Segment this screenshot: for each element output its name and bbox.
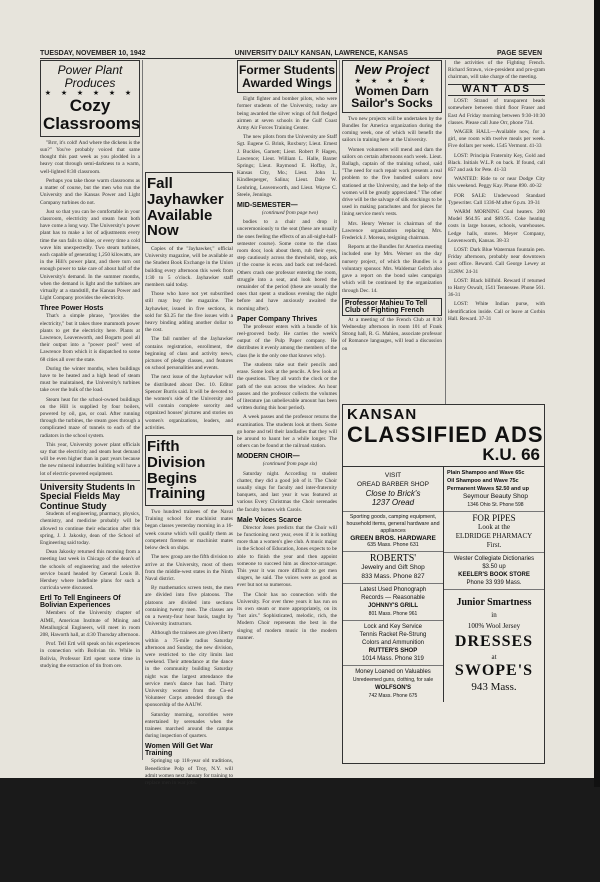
ad-line: GREEN BROS. HARDWARE [350,534,436,542]
ad-line: Look at the [478,522,510,531]
article-paragraph: During the winter months, when buildings have to be heated and a high head of steam must be maintained, the University's turbines take over the bulk of the load. [40,365,140,394]
sailor-socks-headline: Women Darn Sailor's Socks [351,83,433,111]
classified-banner [343,405,544,466]
ad-line: Lock and Key Service [363,623,423,630]
classified-phone: K.U. 66 [482,444,540,464]
power-plant-headline-box [40,60,140,137]
classified-ad [343,621,443,666]
ad-line: Permanent Waves $2.50 and up [447,485,530,492]
ad-line: 833 Mass. Phone 827 [361,572,425,580]
wings-headline: Former Students Awarded Wings [237,60,337,93]
subhead: MID-SEMESTER— [237,202,298,210]
ad-line: ELDRIDGE PHARMACY [455,531,533,540]
classified-ad [343,584,443,621]
ad-line: FOR PIPES [472,512,516,523]
ad-line: $3.50 up [482,563,506,570]
column-want-ads [448,60,545,422]
article-paragraph: Saturday morning, sororities were entertained by serenades when the trainees marched around the campus during inspection of quarters. [145,711,233,740]
page-edge-shadow [594,0,600,787]
ad-line: WOLFSON'S [374,684,412,691]
continued-note: (continued from page six) [262,461,318,468]
ad-line: 1014 Mass. Phone 319 [362,655,424,662]
subhead: Women Will Get War Training [145,743,213,758]
want-ad: WARM MORNING Coal heaters. 200 Model $64.95 and $69.95. Coke heating costs in large houses, schools, warehouses. Ledge halls, stores. Meyer Company, Leavenworth, Kansas. 38-33 [448,208,545,244]
article-paragraph: At a meeting of the French Club at 8:30 Wednesday afternoon in room 101 of Frank Strong hall, R. G. Mahieu, associate professor of Romance languages, will lead a discussion on [342,316,442,352]
ertl-headline: Ertl To Tell Engineers Of Bolivian Experiences [40,595,121,610]
classified-ad [343,552,443,584]
new-project-headline-box [342,60,442,113]
want-ad: LOST: Strand of transparent beads somewhere between third floor Fraser and East Ad Friday morning between 9:30-10:30 classes. Please call June Orr, phone 734. [448,98,545,126]
classified-ad [343,666,443,702]
want-ad: FOR SALE: Underwood Standard Typewriter. Call 1336-M after 6 p.m. 39-31 [448,192,545,206]
column-wings [237,60,337,760]
article-paragraph: The professor enters with a bundle of his reel-grooved body. He carries the week's output of the Pulp Paper company. He distributes it evenly among the members of the class (he is the only one that knows why). [237,323,337,359]
classified-ad [343,467,443,512]
header-rule [40,58,542,59]
special-fields-headline: University Students In Special Fields May Continue Study [40,481,136,511]
article-paragraph: Prof. Tell Ertl will speak on his experiences in connection with Bolivian tin. While in Bolivia, Professor Ertl spent some time in studying the extraction of tin from ore. [40,641,140,669]
ad-line: 1346 Ohio St. Phone 598 [467,501,524,508]
ad-line: Jewelry and Gift Shop [361,563,425,571]
subhead: Paper Company Thrives [237,315,318,323]
ad-line: RUTTER'S SHOP [368,647,418,654]
want-ad: WAGER HALL—Available now, for a girl, one room with twelve meals per week. Five dollars per week. 1545 Vermont. 41-33 [448,128,545,150]
power-plant-headline: Cozy Classrooms [43,96,141,134]
ad-line: 742 Mass. Phone 675 [368,692,418,699]
article-paragraph: bodies to a chair and drop it unceremoniously to the seat (these are usually the ones feeling the effects of an all-night-half-semester course). Some come to the class room door, look about them, rub their eyes, step cautiously across the threshold, stop, ask if the course is econ. and back out red-faced. Others crash one professor entering the room, struggle into a seat, and look bored the remainder of the period (these are usually the ones that spent a studious evening the night before and have anxiously awaited the morning after). [237,219,337,312]
page-header [40,50,542,57]
ad-line: at [491,652,497,661]
subhead: MODERN CHOIR— [237,453,300,461]
want-ads-heading: WANT ADS [448,84,545,97]
ad-line: JOHNNY'S GRILL [367,602,419,609]
ad-line: Records — Reasonable [361,594,425,601]
ad-line: Seymour Beauty Shop [462,492,529,500]
article-paragraph: Two new projects will be undertaken by the Bundles for America organization during the coming week, one of which will benefit the sailors in training here at the University. [342,115,442,144]
jayhawker-headline: Fall Jayhawker Available Now [145,172,233,243]
new-project-kicker: New Project [354,62,430,77]
article-paragraph: Women volunteers will mend and darn the sailors on certain afternoons each week. Lieut. Ballagh, captain of the training school, said "The need for such repair work presents a real problem to the five hundred sailors now stationed at the University, and the help of the women will be greatly appreciated." The other drive will be the salvage of silk stockings to be used in making parachutes and for pieces for lining service men's vests. [342,146,442,218]
article-paragraph: By mathematics screen tests, the men are divided into five platoons. The platoons are divided into sections containing twenty men. The classes are on a twenty-four hour basis, taught by University instructors. [145,585,233,628]
column-rule [339,60,340,420]
mahieu-headline: Professor Mahieu To Tell Club of Fighting French [342,298,442,316]
ad-line: OREAD BARBER SHOP [357,480,429,488]
column-jayhawker [145,172,233,882]
stars-divider: ★ ★ ★ ★ ★ ★ [44,89,136,98]
ad-line: Junior Smartness [456,596,532,608]
want-ad: LOST: Principia Fraternity Key, Gold and Black. Initials W.L.P. on back. If found, call 857 and ask for Pete. 41-33 [448,152,545,173]
ad-line: Wester Collegiate Dictionaries [453,555,535,562]
article-paragraph: This year, University power plant officials say that the electricity and steam heat demand will be even higher than in past years because the new mineral industries building will have a lot of electric-powered equipment. [40,441,140,477]
classified-ad [343,512,443,552]
divider [40,480,140,481]
article-paragraph: Although the trainees are given liberty within a 75-mile radius Saturday afternoon and Sunday, the new division, were restricted to the city limits last weekend. Their attendance at the dance in the community building Saturday night was the largest attendance the service men's dance has had. Thirty University women from the Co-ed Volunteer Corps attended through the sponsorship of the AAUW. [145,630,233,709]
classified-title-kansan: KANSAN [347,406,418,423]
continued-note: (continued from page two) [261,210,319,217]
ad-line: Phone 33 939 Mass. [466,579,522,586]
classified-left-column [343,467,444,702]
ad-line: SWOPE'S [454,661,534,679]
ad-line: ROBERTS' [369,552,417,564]
ad-line: 943 Mass. [471,680,517,693]
subhead: Three Power Hosts [40,305,104,313]
article-paragraph: the activities of the Fighting French. Richard Strawn, vice-president and pro-gram chairman, will take charge of the meeting. [448,60,545,81]
ad-line: 635 Mass. Phone 631 [367,541,419,548]
ad-line: First. [486,540,502,549]
header-date: TUESDAY, NOVEMBER 10, 1942 [40,50,146,57]
stars-divider: ★ ★ ★ ★ ★ [354,76,430,85]
column-new-project [342,60,442,422]
article-paragraph: Director Jones predicts that the Choir will be functioning next year, even if it is nothing more than a women's glee club. A music major in the School of Education, Jones expects to be able to finish the year and then appoint someone to succeed him as director-arranger. This year it was more difficult to get men singers, he said. The voices were as good as ever but not so numerous. [237,524,337,589]
ad-line: Sporting goods, camping equipment, household items, general hardware and appliances [346,513,440,534]
article-paragraph: Steam heat for the school-owned buildings on the Hill is supplied by four boilers, powered by oil, gas, or coal. After running through the turbines, the steam goes through a complicated maze of tunnels to each of the radiators in the school system. [40,396,140,439]
ad-line: KEELER'S BOOK STORE [458,571,530,578]
article-paragraph: Just so that you can be comfortable in your classroom, electricity and steam heat both have come a long way. The University's power plant has to make a lot of adjustments every time the sun fails to shine, or every time a cold wave hits unexpectedly. Two steam turbines, each capable of generating 1,250 kilowatts, are in the Hill's power plant, and there turn out enough power to take care of about half of the University's demand. In the summer months, when the demand is light and the turbines are virtually at a standstill, the Kansas Power and Light Company provides the electricity. [40,208,140,302]
article-paragraph: The new group are the fifth division to arrive at the University, most of them from the middle-west states in the Ninth Naval district. [145,554,233,582]
ad-line: DRESSES [454,632,534,650]
want-ad: LOST: White Indian purse, with identification inside. Call or leave at Corbin Hall. Reward. 37-31 [448,301,545,322]
article-paragraph: Dean Jakosky returned this morning from a meeting last week in Chicago of the dean's of the schools of engineering and the selective service board headed by General Louis B. Hershey where indefinite plans for such a curricula were discussed. [40,549,140,592]
article-paragraph: Eight fighter and bomber pilots, who were former students of the University, today are being awarded the silver wings of full fledged airmen at seven schools in the Gulf Coast Army Air Forces Training Center. [237,96,337,131]
ad-line: VISIT [384,471,402,479]
article-paragraph: The new pilots from the University are Staff Sgt. Eugene G. Brink, Roxbury; Lieut. Ernest J. Buckles, Garnett; Lieut. Robert P. Hagen, Lawrence; Lieut. William L. Halle, Baxter Springs; Lieut. Raymond E. Hoffay, Jr., Kansas City, Mo.; Lieut. John L. Kindlesperger, Salina; Lieut. Dale W. Lenhring, Leavenworth, and Lieut. Wayne C. Steele, Jennings. [237,134,337,198]
header-paper: UNIVERSITY DAILY KANSAN, LAWRENCE, KANSAS [234,50,408,57]
ad-line: Unredeemed guns, clothing, for sale [352,676,434,683]
article-paragraph: Those who have not yet subscribed still may buy the magazine. The Jayhawker, issued in five sections, is sold for $3.25 for the five issues with a heavy binding adding another dollar to the cost. [145,291,233,334]
ad-line: Money Loaned on Valuables [355,668,431,675]
classified-ad [444,512,544,553]
power-plant-kicker: Power Plant Produces [57,63,123,90]
article-paragraph: Two hundred trainees of the Naval Training school for machinist mates began classes yesterday morning in a 16-week course which will qualify them as competent firemen or machinist mates below deck on ships. [145,509,233,552]
article-paragraph: "Brrr, it's cold! And where the dickens is the sun?" You've probably voiced that same thought this past week as you plodded in a heavy coat through semi-darkness to a warm, well-lighted 8:30 classroom. [40,139,140,175]
article-paragraph: The next issue of the Jayhawker will be distributed about Dec. 10. Editor Spencer Burris said. It will be devoted to the women's side of the University and will contain complete sorority and organized houses' pictures and stories on women's organizations, leaders, and activities. [145,374,233,431]
column-rule [445,60,446,420]
ad-line: Latest Used Phonograph [359,586,427,593]
ad-line: 801 Mass. Phone 961 [368,610,418,617]
column-rule [142,60,143,760]
ad-line: Colors and Ammunition [361,639,425,646]
classified-ad [444,590,544,696]
want-ad: LOST: Black billfold. Reward if returned to Harry Oswalt, 1541 Tennessee. Phone 561. 36-31 [448,277,545,299]
article-paragraph: Copies of the "Jayhawker," official University magazine, will be available at the Student Book Exchange in the Union building every afternoon this week from 1:30 to 5 o'clock. Jayhawker staff members said today. [145,246,233,289]
ad-line: 100% Wool Jersey [467,621,521,630]
classified-ad [444,553,544,590]
classified-right-column [444,467,544,702]
article-paragraph: Perhaps you take those warm classrooms as a matter of course, but the men who run the University and the Kansas Power and Light Company turbines do not. [40,177,140,206]
article-paragraph: Students of engineering, pharmacy, physics, chemistry, and medicine probably will be allowed to continue their education after this spring, J. J. Jakosky, dean of the School of Engineering said today. [40,511,140,546]
classified-title: CLASSIFIED ADS [347,421,544,447]
article-paragraph: Saturday night. According to student chatter, they did a good job of it. The Choir usually sings for faculty and inter-fraternity banquets, and last year it was featured at various Every Christmas the Choir serenades the faculty homes with Carols. [237,470,337,513]
classified-columns [343,466,544,702]
article-paragraph: Springing up 118-year old traditions, Benedictine Polp of Troy, N.Y. will admit women next January for training to replace men in war jobs. [145,758,233,786]
ad-line: Oil Shampoo and Wave 75c [447,477,519,484]
want-ad: WANTED: Ride to or near Dodge City this weekend. Peggy Kay. Phone 890. 40-32 [448,176,545,190]
ad-line: Close to Brick's [365,488,421,498]
ad-line: Tennis Racket Re-Strung [359,631,427,638]
header-page: PAGE SEVEN [497,50,542,57]
fifth-division-headline: Fifth Division Begins Training [145,435,233,506]
article-paragraph: A week passes and the professor returns the examination. The students look at them. Some go home and tell their landladies that they will be around to haunt her a while longer. The others can be found at the railroad station. [237,414,337,450]
article-paragraph: The fall number of the Jayhawker contains registration, enrollment, the beginning of class and activity news, pictures of pledge classes, and features on school personalities and events. [145,336,233,372]
column-power-plant [40,60,140,770]
subhead: Male Voices Scarce [237,516,302,524]
ad-line: 1237 Oread [371,497,415,507]
article-paragraph: Reports at the Bundles for America meeting included one by Mrs. Werner on the day nursery project, of which the Bundles is a voluntary sponsor. Mrs. Waldemar Geltch also gave a report on the bond sales campaign which will be continued by the organization through Dec. 14. [342,244,442,294]
ad-line: in [491,610,497,619]
article-paragraph: The Choir has no connection with the University. For over three years it has run on its own steam or more appropriately, on its "hot airs." Sophisticated, melodic, rich, the Modern Choir represents the best in the singing of modern music in the modern manner. [237,591,337,641]
article-paragraph: Mrs. Henry Werner is chairman of the Lawrence organization replacing Mrs. Frederick J. Moreau, resigning chairman. [342,220,442,242]
classified-ads-block [342,404,545,764]
classified-ad [444,467,544,512]
want-ad: LOST: Dark Blue Waterman fountain pen. Friday afternoon, probably near downtown post office. Reward. Call George Lewey at 3128W. 24-31 [448,246,545,275]
article-paragraph: The students take out their pencils and erase. Some look at the pencils. A few look at the questions. They all watch the clock or the path of the sun across the window. An hour passes and the professor collects the volumes of literature (an unbelievable amount has been written during this hour period). [237,361,337,412]
article-paragraph: Members of the University chapter of AIME, American Institute of Mining and Metallurgical Engineers, will meet in room 208, Haworth hall, at 4:30 Thursday afternoon. [40,610,140,638]
article-paragraph: That's a simple phrase, "provides the electricity," but it takes three mammoth power plants to get the electricity here. Plants at Lawrence, Leavenworth, and Bogarts pool all their output into a "power pool" west of Lawrence from which it is dispatched to some 68 cities all over the state. [40,313,140,363]
ad-line: Plain Shampoo and Wave 65c [447,469,525,476]
